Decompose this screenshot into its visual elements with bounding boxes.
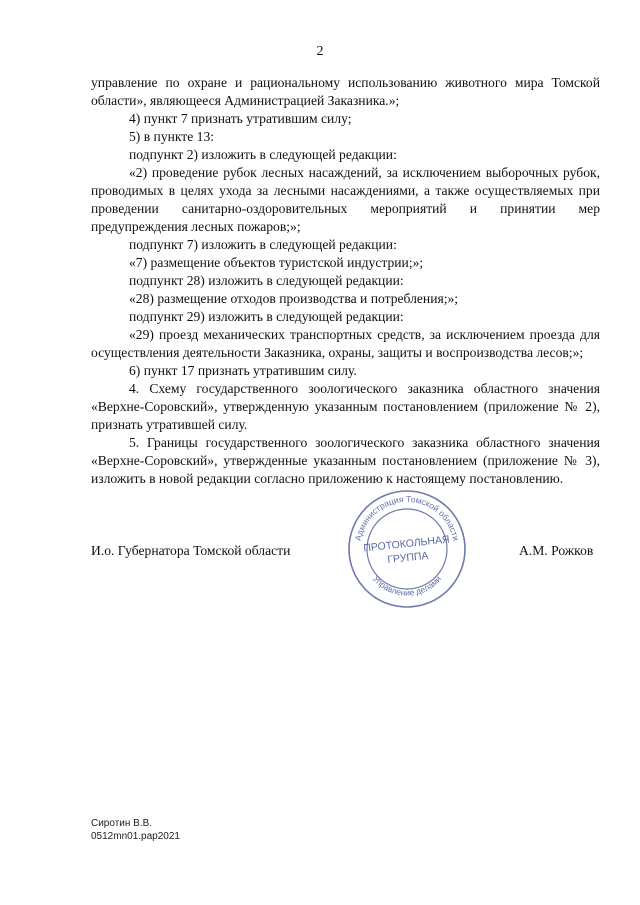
paragraph: подпункт 2) изложить в следующей редакции: [129,147,397,162]
paragraph: подпункт 7) изложить в следующей редакции: [129,237,397,252]
stamp-outer-text-top: Администрация Томской области [352,493,462,542]
svg-text:Управление делами [371,573,443,597]
signatory-name: А.М. Рожков [519,543,594,558]
paragraph: «2) проведение рубок лесных насаждений, за исключением выборочных рубок, проводимых в целях ухода за лесными насаждениями, а также осуществляемых при проведении санитарно-оздоровительных мероприятий и принятии мер предупреждения лесных пожаров;»; [91,165,600,234]
stamp-center-line-1: ПРОТОКОЛЬНАЯ [362,533,451,555]
protocol-group-stamp [345,487,469,611]
paragraph: 5. Границы государственного зоологического заказника областного значения «Верхне-Соровский», утвержденные указанным постановлением (приложение № 3), изложить в новой редакции согласно приложению к настоящему постановлению. [91,435,600,486]
paragraph: 6) пункт 17 признать утратившим силу. [129,363,357,378]
paragraph: подпункт 29) изложить в следующей редакции: [129,309,404,324]
document-body [91,74,600,488]
paragraph: «7) размещение объектов туристской индустрии;»; [129,255,424,270]
paragraph: подпункт 28) изложить в следующей редакции: [129,273,404,288]
paragraph: «29) проезд механических транспортных средств, за исключением проезда для осуществления деятельности Заказника, охраны, защиты и воспроизводства лесов;»; [91,327,600,360]
footer-author: Сиротин В.В. [91,818,153,829]
footer [91,817,180,843]
stamp-center-line-2: ГРУППА [386,549,430,567]
paragraph: 4. Схему государственного зоологического заказника областного значения «Верхне-Соровский», утвержденную указанным постановлением (приложение № 2), признать утратившей силу. [91,381,600,432]
paragraph: 4) пункт 7 признать утратившим силу; [129,111,352,126]
paragraph: 5) в пункте 13: [129,129,215,144]
signatory-title: И.о. Губернатора Томской области [91,543,291,558]
stamp-outer-text-bottom: Управление делами [370,573,444,598]
paragraph: управление по охране и рациональному использованию животного мира Томской области», являющееся Администрацией Заказника.»; [91,75,600,108]
paragraph: «28) размещение отходов производства и потребления;»; [129,291,459,306]
footer-file-id: 0512mn01.pap2021 [91,831,180,842]
page-number: 2 [316,44,324,59]
